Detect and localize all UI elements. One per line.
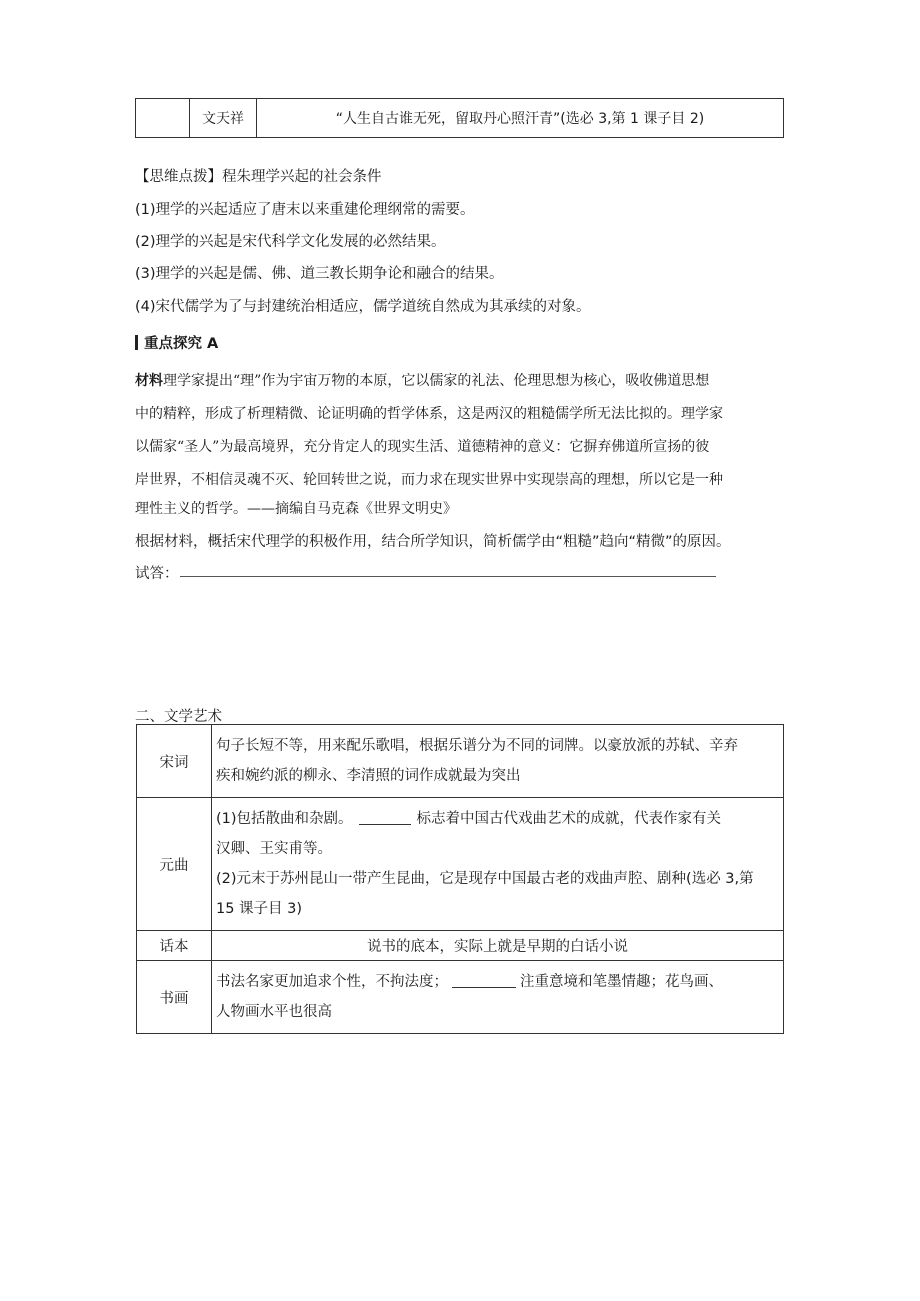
yuanqu-p1-line-2: 汉卿、王实甫等。 [216, 841, 332, 857]
yuanqu-p1-post: 标志着中国古代戏曲艺术的成就，代表作家有关 [416, 811, 722, 827]
yuanqu-p2-line-1: (2)元末于苏州昆山一带产生昆曲，它是现存中国最古老的戏曲声腔、剧种(选必 3,第 [216, 871, 754, 887]
thinking-item-4: (4)宋代儒学为了与封建统治相适应，儒学道统自然成为其承续的对象。 [135, 299, 591, 315]
shuhua-post: 注重意境和笔墨情趣；花鸟画、 [520, 974, 723, 990]
shuhua-line-2: 人物画水平也很高 [216, 1004, 332, 1020]
row-label-songci: 宋词 [137, 725, 212, 798]
material-text-1: 理学家提出“理”作为宇宙万物的本原，它以儒家的礼法、伦理思想为核心，吸收佛道思想 [163, 373, 710, 389]
table-row [137, 931, 784, 961]
quote-cell: “人生自古谁无死，留取丹心照汗青”(选必 3,第 1 课子目 2) [257, 99, 784, 138]
yuanqu-p1-pre: (1)包括散曲和杂剧。 [216, 811, 353, 827]
material-line-3: 以儒家“圣人”为最高境界，充分肯定人的现实生活、道德精神的意义：它摒弃佛道所宣扬的彼 [135, 439, 710, 455]
top-table [135, 98, 784, 138]
shuhua-content [212, 961, 784, 1034]
table-row [137, 725, 784, 798]
explore-heading [135, 332, 218, 353]
thinking-item-3: (3)理学的兴起是儒、佛、道三教长期争论和融合的结果。 [135, 266, 504, 282]
answer-line[interactable] [180, 576, 716, 577]
material-line-1 [135, 370, 709, 390]
huaben-content: 说书的底本，实际上就是早期的白话小说 [212, 931, 784, 961]
explore-heading-text: 重点探究 A [144, 336, 219, 352]
material-label: 材料 [135, 373, 163, 389]
table-row [136, 99, 784, 138]
thinking-item-2: (2)理学的兴起是宋代科学文化发展的必然结果。 [135, 234, 446, 250]
songci-content [212, 725, 784, 798]
answer-label: 试答： [135, 566, 179, 582]
material-source: 理性主义的哲学。——摘编自马克森《世界文明史》 [135, 501, 457, 517]
row-label-huaben: 话本 [137, 931, 212, 961]
yuanqu-content [212, 798, 784, 931]
table-row [137, 961, 784, 1034]
fill-blank[interactable] [359, 810, 411, 825]
songci-line-1: 句子长短不等，用来配乐歌唱，根据乐谱分为不同的词牌。以豪放派的苏轼、辛弃 [216, 738, 738, 754]
person-cell: 文天祥 [190, 99, 257, 138]
table-row [137, 798, 784, 931]
yuanqu-p2-line-2: 15 课子目 3) [216, 901, 303, 917]
material-line-2: 中的精粹，形成了析理精微、论证明确的哲学体系，这是两汉的粗糙儒学所无法比拟的。理学家 [135, 406, 723, 422]
yuanqu-p1-line-1 [216, 804, 779, 834]
row-label-yuanqu: 元曲 [137, 798, 212, 931]
shuhua-line-1 [216, 967, 779, 997]
thinking-title: 【思维点拨】程朱理学兴起的社会条件 [135, 169, 382, 185]
row-label-shuhua: 书画 [137, 961, 212, 1034]
literature-table [136, 724, 784, 1034]
section-title: 二、文学艺术 [135, 709, 222, 725]
songci-line-2: 疾和婉约派的柳永、李清照的词作成就最为突出 [216, 768, 521, 784]
heading-bar [135, 335, 138, 350]
fill-blank[interactable] [452, 973, 516, 988]
empty-cell [136, 99, 190, 138]
shuhua-pre: 书法名家更加追求个性，不拘法度； [216, 974, 448, 990]
question: 根据材料，概括宋代理学的积极作用，结合所学知识，简析儒学由“粗糙”趋向“精微”的原因。 [135, 534, 731, 550]
thinking-item-1: (1)理学的兴起适应了唐末以来重建伦理纲常的需要。 [135, 202, 475, 218]
material-line-4: 岸世界，不相信灵魂不灭、轮回转世之说，而力求在现实世界中实现崇高的理想，所以它是一种 [135, 472, 723, 488]
